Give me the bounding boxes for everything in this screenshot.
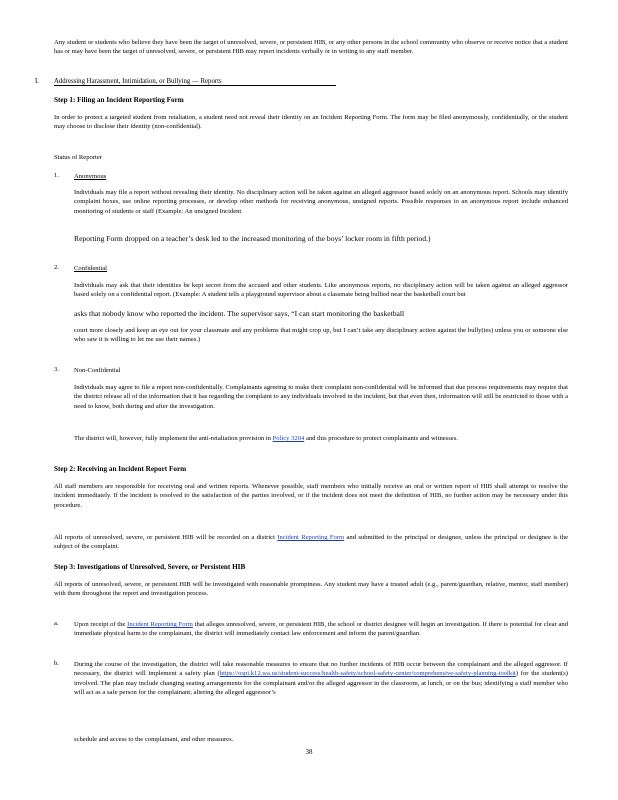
anonymous-text: Individuals may file a report without revealing their identity. No disciplinary action will be taken against an alleged aggressor based solely on an anonymous report. Schools may identify complaint boxes, use online reporting processes, or develop other methods for receiving anonymous, unsigned reports. Possible responses to an anonymous report include enhanced monitoring of students or staff (Example: An unsigned Incident bbox=[74, 189, 568, 215]
confidential-text: Individuals may ask that their identities be kept secret from the accused and other students. Like anonymous reports, no disciplinary action will be taken against an alleged aggressor based solely on a confidential report. (Example: A student tells a playground supervisor about a classmate being bullied near the basketball court but bbox=[74, 282, 568, 299]
item-label-confidential: Confidential bbox=[74, 265, 107, 272]
safety-plan-link[interactable]: https://ospi.k12.wa.us/student-success/health-safety/school-safety-center/comprehensive-safety-planning-toolkit bbox=[219, 670, 516, 678]
step2-paragraph-2: All reports of unresolved, severe, or persistent HIB will be recorded on a district Incident Reporting Form and submitted to the principal or designee, unless the principal or designee is the subject of the complaint. bbox=[54, 534, 568, 551]
item-letter: b. bbox=[54, 660, 59, 667]
incident-reporting-form-link[interactable]: Incident Reporting Form bbox=[277, 534, 345, 541]
confidential-text-mid: asks that nobody know who reported the incident. The supervisor says, “I can start monitoring the basketball bbox=[74, 309, 405, 318]
status-label: Status of Reporter bbox=[54, 154, 102, 161]
section-title: Addressing Harassment, Intimidation, or Bullying — Reports bbox=[54, 78, 336, 86]
anti-retaliation-paragraph: The district will, however, fully implement the anti-retaliation provision in Policy 3204 and this procedure to protect complainants and witnesses. bbox=[74, 435, 458, 442]
step3-paragraph: All reports of unresolved, severe, or persistent HIB will be investigated with reasonable promptness. Any student may have a trusted adult (e.g., parent/guardian, relative, mentor, staff member) with them throughout the report and investigation process. bbox=[54, 581, 568, 598]
step3-item-a: Upon receipt of the Incident Reporting Form that alleges unresolved, severe, or persistent HIB, the school or district designee will begin an investigation. If there is potential for clear and immediate physical harm to the complainant, the district will immediately contact law enforcement and inform the parent/guardian. bbox=[74, 621, 569, 638]
item-number: 2. bbox=[54, 264, 59, 271]
section-number: I. bbox=[35, 78, 39, 85]
step3-heading: Step 3: Investigations of Unresolved, Severe, or Persistent HIB bbox=[54, 563, 246, 571]
page-number: 38 bbox=[305, 748, 313, 756]
step1-heading: Step 1: Filing an Incident Reporting Form bbox=[54, 96, 184, 104]
intro-paragraph: Any student or students who believe they have been the target of unresolved, severe, or persistent HIB, or any other persons in the school community who observe or receive notice that a student has or may have been the target of unresolved, severe, or persistent HIB may report incidents verbally or in writing to any staff member. bbox=[54, 39, 568, 56]
confidential-text-end: court more closely and keep an eye out for your classmate and any problems that might crop up, but I can’t take any disciplinary action against the bully(ies) unless you or someone else who saw it is willing to let me use their names.) bbox=[74, 327, 568, 344]
step3-item-b-tail: schedule and access to the complainant, and other measures. bbox=[74, 736, 234, 743]
step3-item-b: During the course of the investigation, the district will take reasonable measures to ensure that no further incidents of HIB occur between the complainant and the alleged aggressor. If necessary, the district will implement a safety plan (https://ospi.k12.wa.us/student-success/health-safety/school-safety-center/comprehensive-safety-planning-toolkit) for the student(s) involved. The plan may include changing seating arrangements for the complainant and/or the alleged aggressor in the classroom, at lunch, or on the bus; identifying a staff member who will act as a safe person for the complainant; altering the alleged aggressor’s bbox=[74, 661, 569, 696]
policy-3204-link[interactable]: Policy 3204 bbox=[272, 435, 305, 442]
incident-reporting-form-link[interactable]: Incident Reporting Form bbox=[127, 621, 193, 628]
step2-paragraph: All staff members are responsible for receiving oral and written reports. Whenever possible, staff members who initially receive an oral or written report of HIB shall attempt to resolve the incident immediately. If the incident is resolved to the satisfaction of the parties involved, or if the incident does not meet the definition of HIB, no further action may be necessary under this procedure. bbox=[54, 483, 568, 509]
item-label-anonymous: Anonymous bbox=[74, 173, 107, 180]
item-label-non-confidential: Non-Confidential bbox=[74, 367, 121, 374]
item-number: 3. bbox=[54, 366, 59, 373]
step2-heading: Step 2: Receiving an Incident Report Form bbox=[54, 465, 187, 473]
non-confidential-text: Individuals may agree to file a report non-confidentially. Complainants agreeing to make their complaint non-confidential will be informed that due process requirements may require that the district release all of the information that it has regarding the complaint to any individuals involved in the incident, but that even then, information will still be restricted to those with a need to know, both during and after the investigation. bbox=[74, 384, 568, 410]
item-number: 1. bbox=[54, 172, 59, 179]
item-letter: a. bbox=[54, 620, 59, 627]
step1-paragraph: In order to protect a targeted student from retaliation, a student need not reveal their identity on an Incident Reporting Form. The form may be filed anonymously, confidentially, or the student may choose to disclose their identity (non-confidential). bbox=[54, 114, 568, 131]
anonymous-text-continued: Reporting Form dropped on a teacher’s desk led to the increased monitoring of the boys’ locker room in fifth period.) bbox=[74, 234, 431, 243]
